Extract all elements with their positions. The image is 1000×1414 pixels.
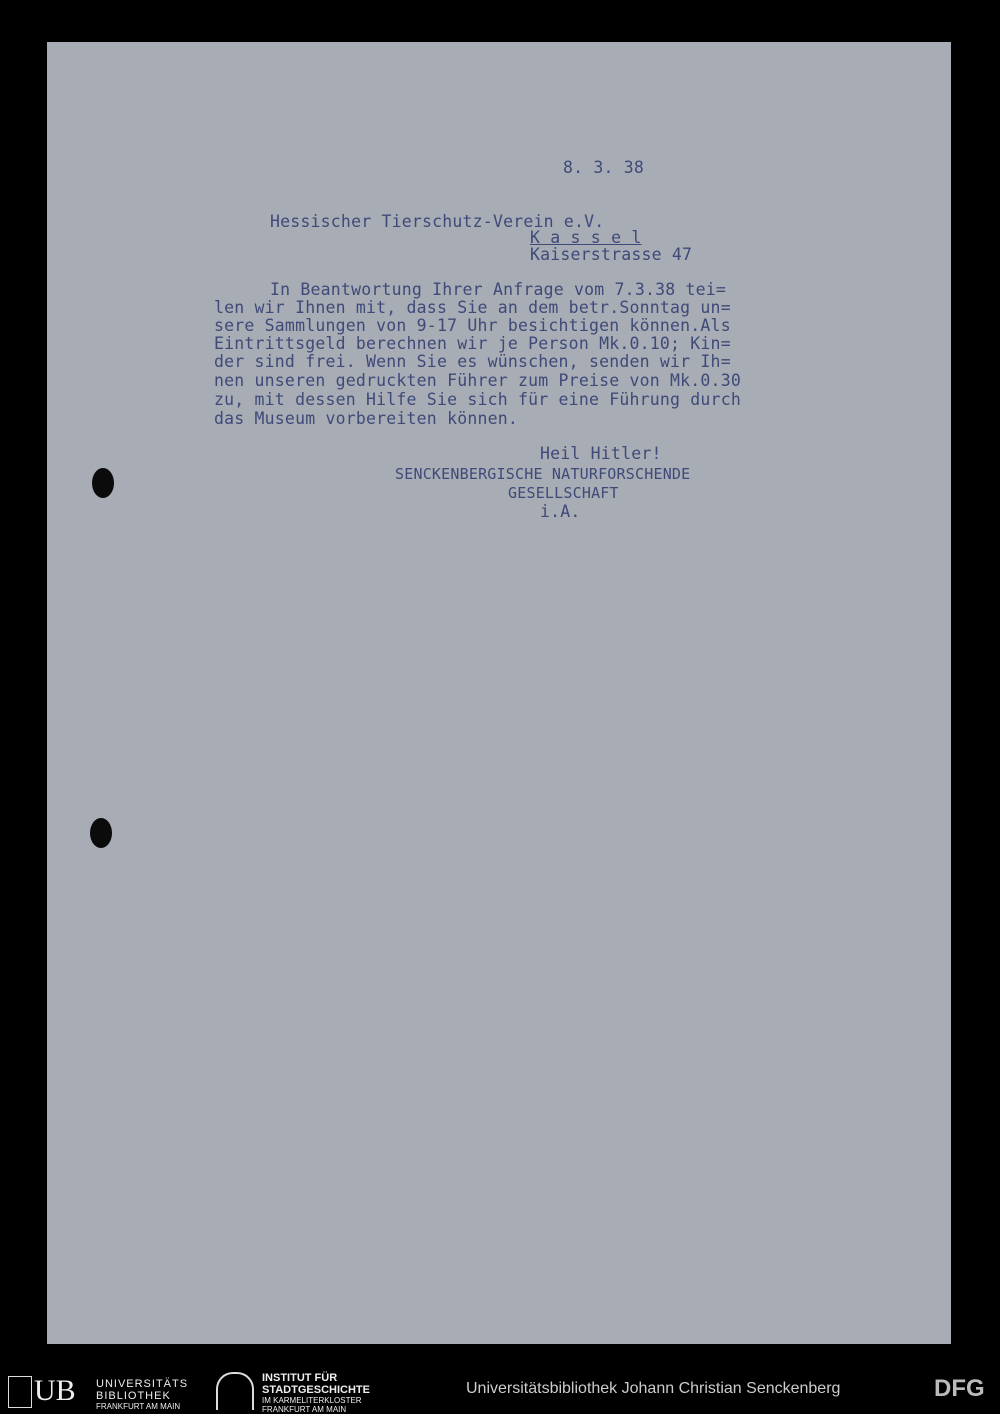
recipient-name: Hessischer Tierschutz-Verein e.V. [270, 212, 605, 231]
inst-line-4: FRANKFURT AM MAIN [262, 1405, 347, 1414]
recipient-city: K a s s e l [530, 228, 642, 247]
body-line: das Museum vorbereiten können. [214, 409, 519, 428]
body-line: der sind frei. Wenn Sie es wünschen, senden wir Ih= [214, 352, 731, 371]
library-name: Universitätsbibliothek Johann Christian Senckenberg [466, 1380, 841, 1397]
letter-date: 8. 3. 38 [563, 158, 645, 177]
inst-line-3: IM KARMELITERKLOSTER [262, 1396, 362, 1405]
ub-seal-icon [8, 1376, 32, 1408]
ub-line-3: FRANKFURT AM MAIN [96, 1402, 181, 1411]
punch-hole-bottom [90, 818, 112, 848]
body-line: Eintrittsgeld berechnen wir je Person Mk.0.10; Kin= [214, 334, 731, 353]
recipient-street: Kaiserstrasse 47 [530, 245, 693, 264]
ub-line-2: BIBLIOTHEK [96, 1390, 171, 1402]
body-line: len wir Ihnen mit, dass Sie an dem betr.Sonntag un= [214, 298, 731, 317]
ub-letters: UB [34, 1374, 76, 1407]
body-line: sere Sammlungen von 9-17 Uhr besichtigen können.Als [214, 316, 731, 335]
dfg-logo: DFG [934, 1375, 985, 1402]
institute-arch-icon [216, 1372, 254, 1410]
signature-line-3: i.A. [540, 502, 581, 521]
inst-line-1: INSTITUT FÜR [262, 1372, 338, 1384]
body-line: nen unseren gedruckten Führer zum Preise von Mk.0.30 [214, 371, 741, 390]
signature-line-1: SENCKENBERGISCHE NATURFORSCHENDE [395, 465, 691, 483]
closing: Heil Hitler! [540, 444, 662, 463]
document-sheet [47, 42, 951, 1344]
punch-hole-top [92, 468, 114, 498]
ub-line-1: UNIVERSITÄTS [96, 1378, 189, 1390]
inst-line-2: STADTGESCHICHTE [262, 1384, 370, 1396]
signature-line-2: GESELLSCHAFT [508, 484, 619, 502]
body-line: In Beantwortung Ihrer Anfrage vom 7.3.38 tei= [270, 280, 727, 299]
body-line: zu, mit dessen Hilfe Sie sich für eine Führung durch [214, 390, 741, 409]
